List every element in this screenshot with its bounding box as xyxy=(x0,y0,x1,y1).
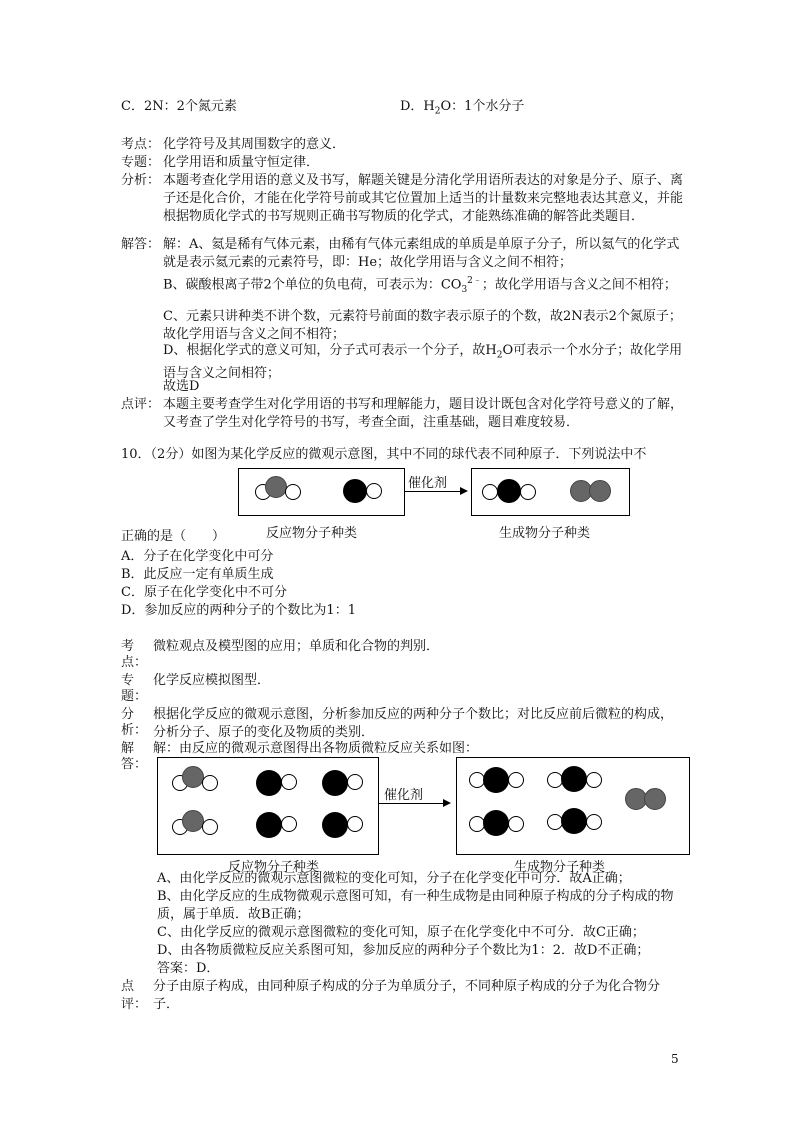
q10-jieda-a: A、由化学反应的微观示意图微粒的变化可知，分子在化学变化中可分．故A正确； xyxy=(157,871,631,886)
reactant-box xyxy=(238,468,405,516)
q10-stem: 10．（2分）如图为某化学反应的微观示意图，其中不同的球代表不同种原子．下列说法中不 xyxy=(121,447,647,462)
black-atom xyxy=(322,812,348,838)
product-box-detailed xyxy=(456,757,690,855)
white-atom xyxy=(281,774,297,790)
jieda-label: 解答： xyxy=(121,237,161,252)
page-number: 5 xyxy=(671,1052,679,1066)
product-box xyxy=(471,468,630,516)
black-atom xyxy=(483,810,509,836)
q10-jieda-b: B、由化学反应的生成物微观示意图可知，有一种生成物是由同种原子构成的分子构成的物质，属于单质．故B正确； xyxy=(157,889,674,922)
white-atom xyxy=(347,774,363,790)
black-atom xyxy=(483,767,509,793)
q10-dianping-label-2: 评： xyxy=(121,997,148,1012)
jieda-end: 故选D xyxy=(163,379,200,394)
gray-atom xyxy=(265,476,287,498)
gray-atom xyxy=(182,766,204,788)
q10-zhuanti-text: 化学反应模拟图型． xyxy=(153,673,271,688)
q10-jieda-intro: 解：由反应的微观示意图得出各物质微粒反应关系如图： xyxy=(153,741,479,756)
white-atom xyxy=(285,484,301,500)
white-atom xyxy=(520,484,536,500)
reaction-arrow xyxy=(404,491,462,492)
black-atom xyxy=(322,770,348,796)
option-d: D．$H_2O$：1个水分子 xyxy=(400,99,525,117)
black-atom xyxy=(343,479,367,503)
q10-zhuanti-label-2: 题： xyxy=(121,689,148,704)
dianping-label: 点评： xyxy=(121,397,161,412)
reactant-caption: 反应物分子种类 xyxy=(266,526,358,541)
q10-jieda-label-2: 答： xyxy=(121,757,148,772)
kaodian-text: 化学符号及其周围数字的意义． xyxy=(163,137,346,152)
catalyst-label-2: 催化剂 xyxy=(384,788,424,803)
q10-dianping-text: 分子由原子构成，由同种原子构成的分子为单质分子，不同种原子构成的分子为化合物分子． xyxy=(153,979,661,1012)
q10-jieda-label-1: 解 xyxy=(121,741,135,756)
q10-fenxi-text: 根据化学反应的微观示意图，分析参加反应的两种分子个数比；对比反应前后微粒的构成，分析分子、原子的变化及物质的类别． xyxy=(153,707,674,740)
kaodian-label: 考点： xyxy=(121,137,161,152)
zhuanti-text: 化学用语和质量守恒定律． xyxy=(163,155,320,170)
gray-atom xyxy=(182,810,204,832)
arrow-head-2 xyxy=(443,799,451,807)
option-c: C．2N：2个氮元素 xyxy=(121,99,237,114)
q10-dianping-label-1: 点 xyxy=(121,979,135,994)
white-atom xyxy=(482,484,498,500)
q10-fenxi-label-1: 分 xyxy=(121,707,135,722)
reaction-arrow-2 xyxy=(379,803,445,804)
white-atom xyxy=(508,772,524,788)
white-atom xyxy=(281,816,297,832)
q10-jieda-d: D、由各物质微粒反应关系图可知，参加反应的两种分子个数比为1：2．故D不正确； xyxy=(157,943,650,958)
arrow-head xyxy=(460,487,468,495)
black-atom xyxy=(256,770,282,796)
jieda-c: C、元素只讲种类不讲个数，元素符号前面的数字表示原子的个数，故2N表示2个氮原子；故化学用语与含义之间不相符； xyxy=(163,309,682,342)
reactant-box-detailed xyxy=(157,757,379,855)
product-caption-2: 生成物分子种类 xyxy=(514,860,606,875)
black-atom xyxy=(561,808,587,834)
q10-jieda-answer: 答案：D． xyxy=(157,961,220,976)
q10-kaodian-label-1: 考 xyxy=(121,639,135,654)
q10-option-c: C．原子在化学变化中不可分 xyxy=(121,585,287,600)
catalyst-label: 催化剂 xyxy=(408,476,448,491)
reactant-caption-2: 反应物分子种类 xyxy=(228,860,320,875)
black-atom xyxy=(561,766,587,792)
q10-zhuanti-label-1: 专 xyxy=(121,673,135,688)
q10-option-b: B．此反应一定有单质生成 xyxy=(121,567,274,582)
white-atom xyxy=(347,816,363,832)
jieda-d: D、根据化学式的意义可知，分子式可表示一个分子，故$H_2O$可表示一个水分子；故化学用语与含义之间相符； xyxy=(163,343,683,381)
q10-jieda-c: C、由化学反应的微观示意图微粒的变化可知，原子在化学变化中不可分．故C正确； xyxy=(157,925,645,940)
black-atom xyxy=(497,479,521,503)
zhuanti-label: 专题： xyxy=(121,155,161,170)
q10-option-d: D．参加反应的两种分子的个数比为1：1 xyxy=(121,603,356,618)
white-atom xyxy=(586,772,602,788)
q10-option-a: A．分子在化学变化中可分 xyxy=(121,549,274,564)
q10-fenxi-label-2: 析： xyxy=(121,723,148,738)
q10-kaodian-text: 微粒观点及模型图的应用；单质和化合物的判别． xyxy=(153,639,440,654)
white-atom xyxy=(366,483,382,499)
black-atom xyxy=(256,812,282,838)
fenxi-label: 分析： xyxy=(121,173,161,188)
gray-atom xyxy=(589,480,611,502)
jieda-b: B、碳酸根离子带2个单位的负电荷，可表示为：$CO_3^{2﹣}$；故化学用语与含义之间不相符； xyxy=(163,276,677,295)
white-atom xyxy=(202,819,218,835)
q10-kaodian-label-2: 点： xyxy=(121,655,148,670)
jieda-a: 解：A、氦是稀有气体元素，由稀有气体元素组成的单质是单原子分子，所以氦气的化学式就是表示氦元素的元素符号，即：He；故化学用语与含义之间不相符； xyxy=(163,237,680,270)
q10-stem-end: 正确的是（ ） xyxy=(121,529,226,544)
white-atom xyxy=(202,775,218,791)
white-atom xyxy=(508,816,524,832)
white-atom xyxy=(586,814,602,830)
product-caption: 生成物分子种类 xyxy=(499,526,591,541)
gray-atom xyxy=(644,788,666,810)
fenxi-text: 本题考查化学用语的意义及书写，解题关键是分清化学用语所表达的对象是分子、原子、离子还是化合价，才能在化学符号前或其它位置加上适当的计量数来完整地表达其意义，并能根据物质化学式的书写规则正确书写物质的化学式，才能熟练准确的解答此类题目． xyxy=(163,173,684,224)
dianping-text: 本题主要考查学生对化学用语的书写和理解能力，题目设计既包含对化学符号意义的了解，又考查了学生对化学符号的书写，考查全面，注重基础，题目难度较易． xyxy=(163,397,684,430)
